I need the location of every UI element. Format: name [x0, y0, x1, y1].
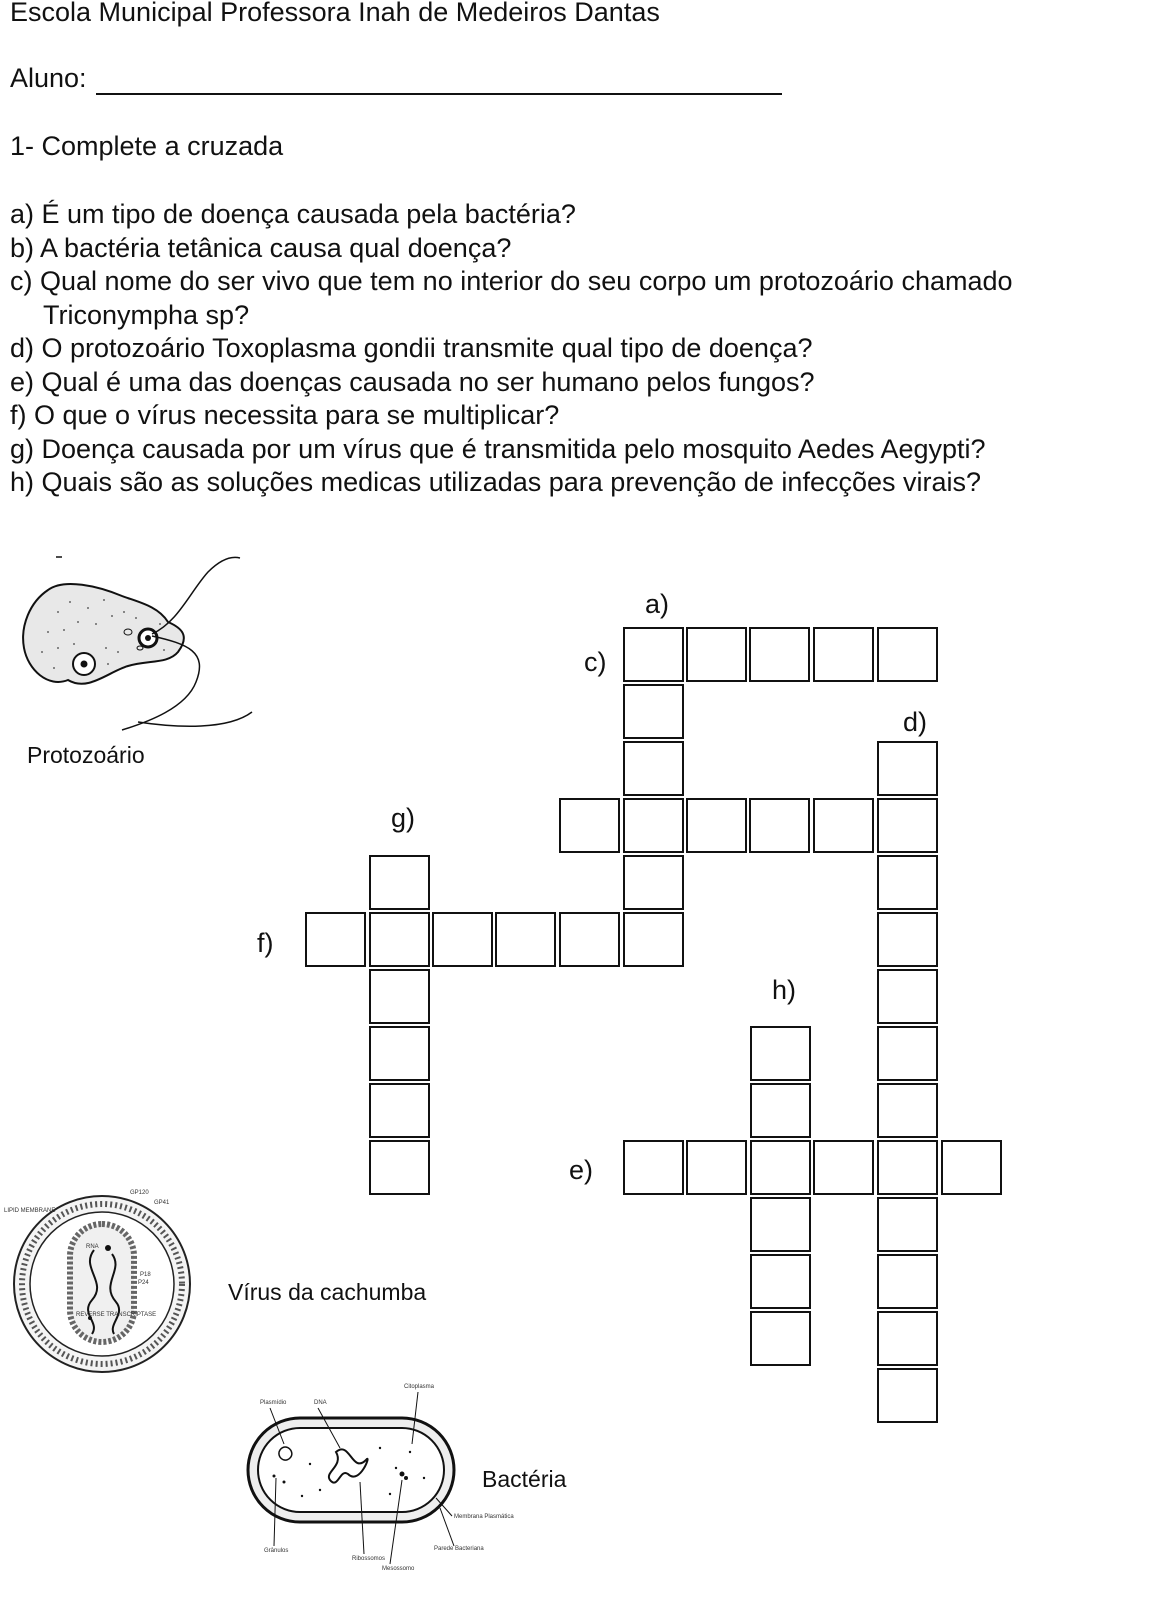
question-g: g) Doença causada por um vírus que é transmitida pelo mosquito Aedes Aegypti?	[10, 433, 986, 464]
crossword-cell[interactable]	[559, 798, 620, 853]
crossword-cell[interactable]	[750, 1197, 811, 1252]
bacteria-label-granules: Grânulos	[264, 1548, 289, 1554]
crossword-cell[interactable]	[623, 912, 684, 967]
crossword-cell[interactable]	[369, 1140, 430, 1195]
crossword-cell[interactable]	[877, 912, 938, 967]
bacteria-label-ribosomes: Ribossomos	[352, 1556, 386, 1562]
crossword-cell[interactable]	[369, 969, 430, 1024]
school-name: Escola Municipal Professora Inah de Medeiros Dantas	[10, 0, 660, 27]
crossword-cell[interactable]	[369, 855, 430, 910]
crossword-cell[interactable]	[369, 1083, 430, 1138]
instruction: 1- Complete a cruzada	[10, 131, 284, 161]
virus-label-p18: P18	[140, 1272, 151, 1278]
clue-label-d: d)	[903, 707, 928, 737]
protozoa-caption: Protozoário	[27, 742, 145, 768]
crossword-cell[interactable]	[877, 969, 938, 1024]
bacteria-caption: Bactéria	[482, 1466, 567, 1492]
crossword-cell[interactable]	[559, 912, 620, 967]
virus-label-lipid: LIPID MEMBRANE	[4, 1208, 56, 1214]
virus-label-gp120: GP120	[130, 1190, 149, 1196]
student-label: Aluno:	[10, 63, 87, 93]
clue-label-a: a)	[645, 589, 670, 619]
virus-illustration	[4, 1188, 204, 1378]
bacteria-label-wall: Parede Bacteriana	[434, 1546, 484, 1552]
clue-label-f: f)	[257, 928, 274, 958]
crossword-cell[interactable]	[623, 741, 684, 796]
crossword-cell[interactable]	[369, 1026, 430, 1081]
virus-caption: Vírus da cachumba	[228, 1279, 427, 1305]
crossword-cell[interactable]	[432, 912, 493, 967]
crossword-cell[interactable]	[623, 684, 684, 739]
bacteria-label-mesosome: Mesossomo	[382, 1566, 415, 1572]
crossword-cell[interactable]	[877, 1140, 938, 1195]
crossword-cell[interactable]	[877, 1254, 938, 1309]
crossword-cell[interactable]	[877, 1083, 938, 1138]
crossword-cell[interactable]	[750, 1083, 811, 1138]
question-e: e) Qual é uma das doenças causada no ser humano pelos fungos?	[10, 366, 815, 397]
question-b: b) A bactéria tetânica causa qual doença?	[10, 232, 512, 263]
clue-label-e: e)	[569, 1155, 594, 1185]
crossword-cell[interactable]	[686, 798, 747, 853]
crossword-cell[interactable]	[623, 798, 684, 853]
crossword-cell[interactable]	[750, 1311, 811, 1366]
bacteria-label-plasmid: Plasmídio	[260, 1400, 287, 1406]
crossword-cell[interactable]	[749, 798, 810, 853]
crossword-cell[interactable]	[877, 1026, 938, 1081]
question-h: h) Quais são as soluções medicas utilizadas para prevenção de infecções virais?	[10, 467, 982, 497]
crossword-cell[interactable]	[877, 1311, 938, 1366]
question-c: c) Qual nome do ser vivo que tem no interior do seu corpo um protozoário chamado	[10, 266, 1013, 296]
clue-label-c: c)	[584, 647, 607, 677]
virus-label-rna: RNA	[86, 1244, 99, 1250]
crossword-cell[interactable]	[686, 627, 747, 682]
protozoa-illustration	[18, 552, 258, 732]
student-name-line[interactable]	[96, 93, 782, 95]
crossword-cell[interactable]	[749, 627, 810, 682]
bacteria-label-membrane: Membrana Plasmática	[454, 1514, 514, 1520]
crossword-cell[interactable]	[877, 798, 938, 853]
clue-label-g: g)	[391, 803, 416, 833]
question-a: a) É um tipo de doença causada pela bactéria?	[10, 199, 576, 229]
crossword-cell[interactable]	[369, 912, 430, 967]
virus-label-rt: REVERSE TRANSCRIPTASE	[76, 1312, 157, 1318]
crossword-cell[interactable]	[877, 627, 938, 682]
crossword-cell[interactable]	[877, 1368, 938, 1423]
bacteria-label-cytoplasm: Citoplasma	[404, 1384, 435, 1390]
bacteria-label-dna: DNA	[314, 1400, 327, 1406]
crossword-cell[interactable]	[877, 855, 938, 910]
crossword-cell[interactable]	[686, 1140, 747, 1195]
virus-label-p24: P24	[138, 1280, 149, 1286]
crossword-cell[interactable]	[750, 1140, 811, 1195]
question-c-continuation: Triconympha sp?	[43, 299, 250, 330]
crossword-cell[interactable]	[623, 627, 684, 682]
question-list	[10, 198, 1013, 500]
clue-label-h: h)	[772, 975, 797, 1005]
crossword-cell[interactable]	[750, 1026, 811, 1081]
crossword-cell[interactable]	[941, 1140, 1002, 1195]
crossword-cell[interactable]	[877, 1197, 938, 1252]
crossword-cell[interactable]	[750, 1254, 811, 1309]
crossword-cell[interactable]	[623, 1140, 684, 1195]
virus-label-gp41: GP41	[154, 1200, 170, 1206]
question-d: d) O protozoário Toxoplasma gondii transmite qual tipo de doença?	[10, 333, 813, 363]
crossword-cell[interactable]	[813, 627, 874, 682]
crossword-cell[interactable]	[813, 1140, 874, 1195]
crossword-cell[interactable]	[877, 741, 938, 796]
crossword-cell[interactable]	[813, 798, 874, 853]
question-f: f) O que o vírus necessita para se multiplicar?	[10, 400, 560, 430]
crossword-cell[interactable]	[623, 855, 684, 910]
crossword-cell[interactable]	[305, 912, 366, 967]
crossword-cell[interactable]	[495, 912, 556, 967]
